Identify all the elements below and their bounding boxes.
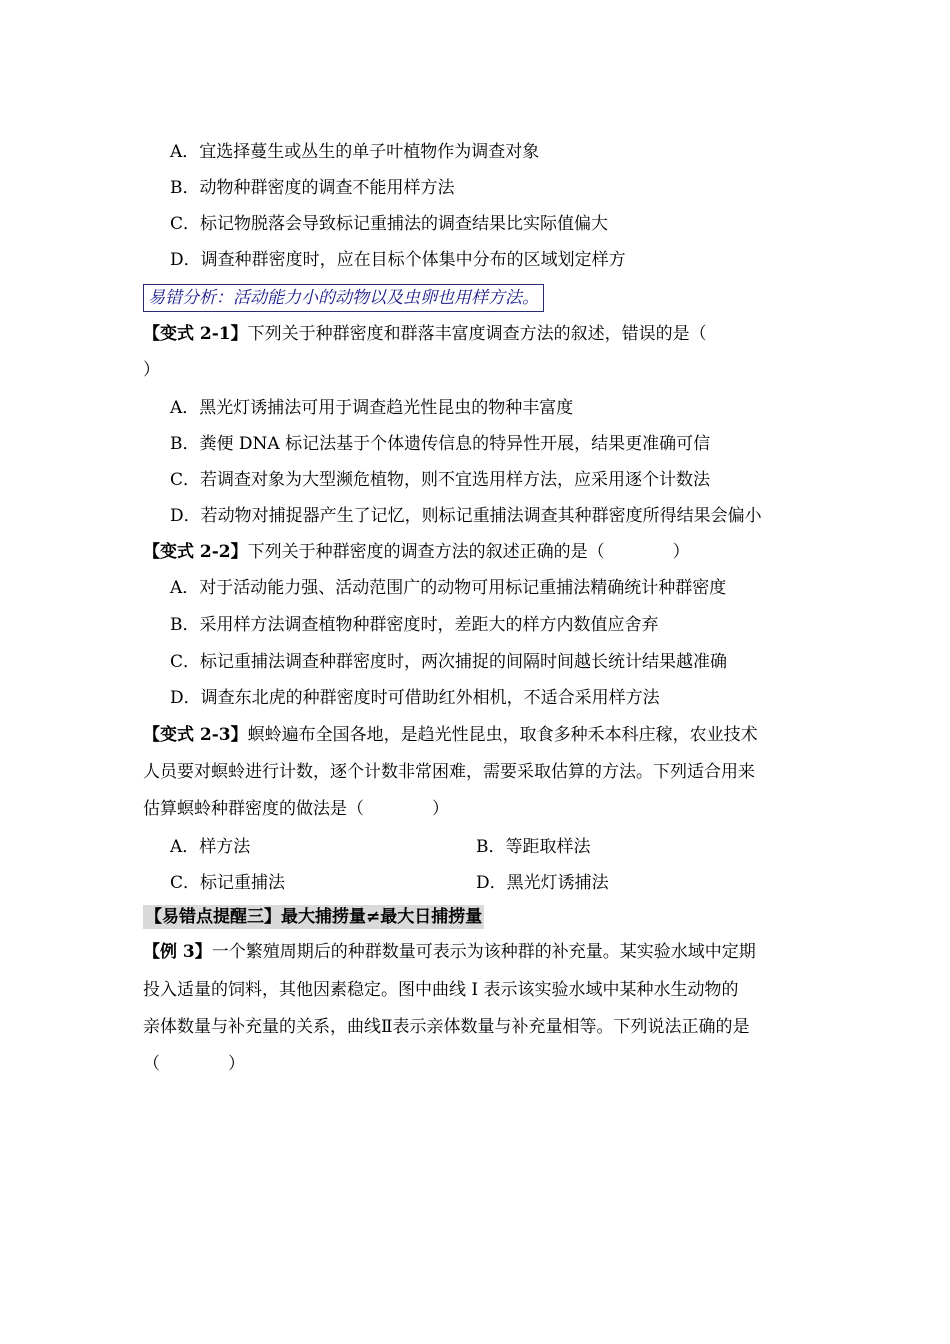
variant-2-3-stem-line2: 人员要对螟蛉进行计数，逐个计数非常困难，需要采取估算的方法。下列适合用来 bbox=[143, 762, 755, 782]
variant-2-2-option-c: C．标记重捕法调查种群密度时，两次捕捉的间隔时间越长统计结果越准确 bbox=[170, 652, 728, 672]
variant-2-3-stem bbox=[143, 723, 758, 747]
variant-2-2-stem-text: 下列关于种群密度的调查方法的叙述正确的是（ ） bbox=[247, 542, 690, 562]
variant-2-1-option-d: D．若动物对捕捉器产生了记忆，则标记重捕法调查其种群密度所得结果会偏小 bbox=[170, 506, 762, 526]
variant-2-2-option-d: D．调查东北虎的种群密度时可借助红外相机，不适合采用样方法 bbox=[170, 688, 660, 708]
variant-2-1-stem bbox=[143, 322, 707, 346]
variant-2-2-stem bbox=[143, 540, 690, 564]
variant-2-3-tag: 【变式 2-3】 bbox=[143, 725, 248, 745]
variant-2-1-stem-cont: ） bbox=[143, 360, 160, 380]
q2-option-d: D．调查种群密度时，应在目标个体集中分布的区域划定样方 bbox=[170, 250, 626, 270]
variant-2-2-tag: 【变式 2-2】 bbox=[143, 542, 248, 562]
example-3-stem bbox=[143, 940, 756, 964]
tip-3-heading: 【易错点提醒三】最大捕捞量≠最大日捕捞量 bbox=[145, 907, 483, 927]
variant-2-3-option-a: A．样方法 bbox=[170, 837, 251, 857]
variant-2-1-stem-text: 下列关于种群密度和群落丰富度调查方法的叙述，错误的是（ bbox=[247, 324, 707, 344]
example-3-line3: 亲体数量与补充量的关系，曲线Ⅱ表示亲体数量与补充量相等。下列说法正确的是 bbox=[143, 1017, 750, 1037]
variant-2-1-option-b: B．粪便 DNA 标记法基于个体遗传信息的特异性开展，结果更准确可信 bbox=[170, 434, 711, 454]
variant-2-3-option-d: D．黑光灯诱捕法 bbox=[476, 873, 609, 893]
q2-option-b: B．动物种群密度的调查不能用样方法 bbox=[170, 178, 455, 198]
variant-2-1-option-c: C．若调查对象为大型濒危植物，则不宜选用样方法，应采用逐个计数法 bbox=[170, 470, 711, 490]
error-analysis-box: 易错分析：活动能力小的动物以及虫卵也用样方法。 bbox=[143, 284, 544, 312]
variant-2-2-option-b: B．采用样方法调查植物种群密度时，差距大的样方内数值应舍弃 bbox=[170, 615, 659, 635]
variant-2-1-option-a: A．黑光灯诱捕法可用于调查趋光性昆虫的物种丰富度 bbox=[170, 398, 574, 418]
example-3-stem-text: 一个繁殖周期后的种群数量可表示为该种群的补充量。某实验水域中定期 bbox=[211, 942, 756, 962]
q2-option-c: C．标记物脱落会导致标记重捕法的调查结果比实际值偏大 bbox=[170, 214, 609, 234]
variant-2-3-option-b: B．等距取样法 bbox=[476, 837, 591, 857]
example-3-answer-bracket: （ ） bbox=[143, 1054, 245, 1074]
variant-2-3-option-c: C．标记重捕法 bbox=[170, 873, 286, 893]
variant-2-2-option-a: A．对于活动能力强、活动范围广的动物可用标记重捕法精确统计种群密度 bbox=[170, 578, 727, 598]
variant-2-3-stem-line3: 估算螟蛉种群密度的做法是（ ） bbox=[143, 799, 449, 819]
variant-2-3-stem-text: 螟蛉遍布全国各地，是趋光性昆虫，取食多种禾本科庄稼，农业技术 bbox=[247, 725, 758, 745]
variant-2-1-tag: 【变式 2-1】 bbox=[143, 324, 248, 344]
q2-option-a: A．宜选择蔓生或丛生的单子叶植物作为调查对象 bbox=[170, 142, 540, 162]
example-3-line2: 投入适量的饲料，其他因素稳定。图中曲线 I 表示该实验水域中某种水生动物的 bbox=[143, 980, 739, 1000]
example-3-tag: 【例 3】 bbox=[143, 942, 212, 962]
